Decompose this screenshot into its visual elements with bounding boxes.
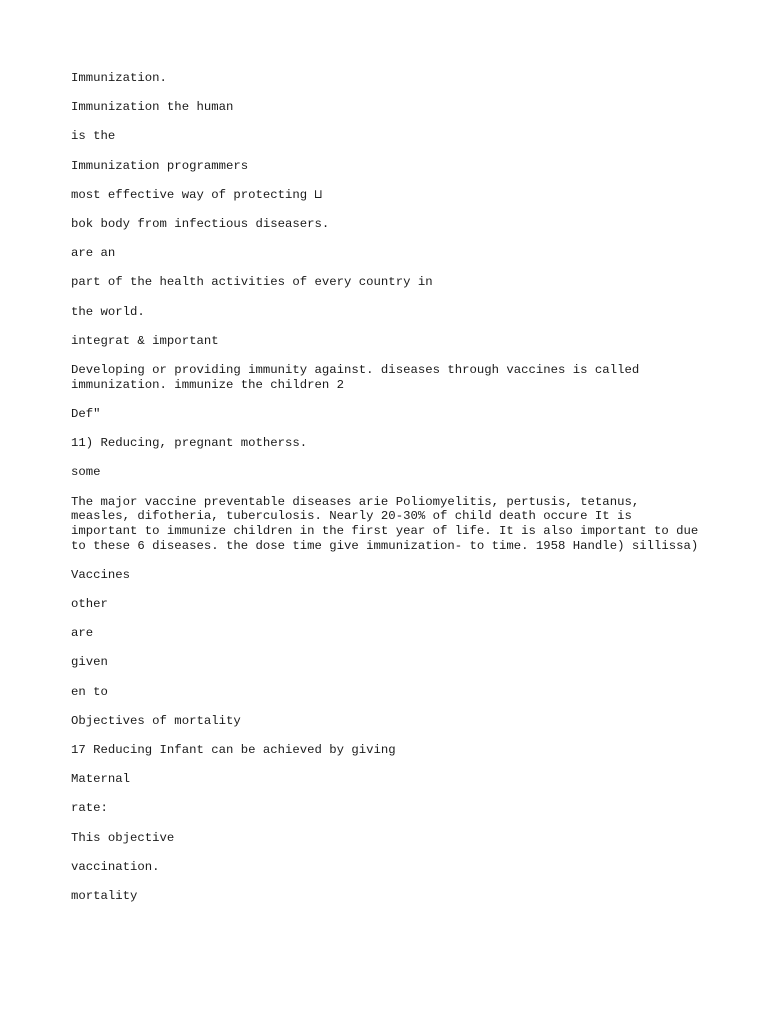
text-paragraph: Developing or providing immunity against. diseases through vaccines is called immunization. immunize the children 2 [71,363,647,392]
text-line: Immunization programmers [71,158,249,173]
text-line: rate: [71,801,108,816]
text-line: vaccination. [71,859,160,874]
text-line: Maternal [71,772,131,787]
text-line: other [71,597,108,612]
text-line: mortality [71,889,138,904]
text-line: bok body from infectious diseasers. [71,217,330,232]
text-line: integrat & important [71,333,219,348]
text-line: Vaccines [71,567,131,582]
text-line: most effective way of protecting ⊔ [71,187,322,202]
text-paragraph: The major vaccine preventable diseases arie Poliomyelitis, pertusis, tetanus, measles, difotheria, tuberculosis. Nearly 20-30% of child death occure It is important to immunize children in the first year of life. It is also important to due to these 6 diseases. the dose time give immunization- to time. 1958 Handle) sillissa) [71,494,706,553]
text-line: Objectives of mortality [71,713,241,728]
document-page [71,71,706,918]
text-line: part of the health activities of every country in [71,275,433,290]
text-line: some [71,465,101,480]
text-line: 11) Reducing, pregnant motherss. [71,436,308,451]
text-line: are [71,626,94,641]
text-line: is the [71,129,116,144]
text-line: the world. [71,304,145,319]
text-line: Immunization the human [71,100,234,115]
text-line: given [71,655,108,670]
text-line: Def" [71,406,101,421]
text-line: en to [71,684,108,699]
text-line: are an [71,246,116,261]
text-line: Immunization. [71,71,167,85]
text-line: This objective [71,830,175,845]
text-line: 17 Reducing Infant can be achieved by giving [71,743,396,758]
